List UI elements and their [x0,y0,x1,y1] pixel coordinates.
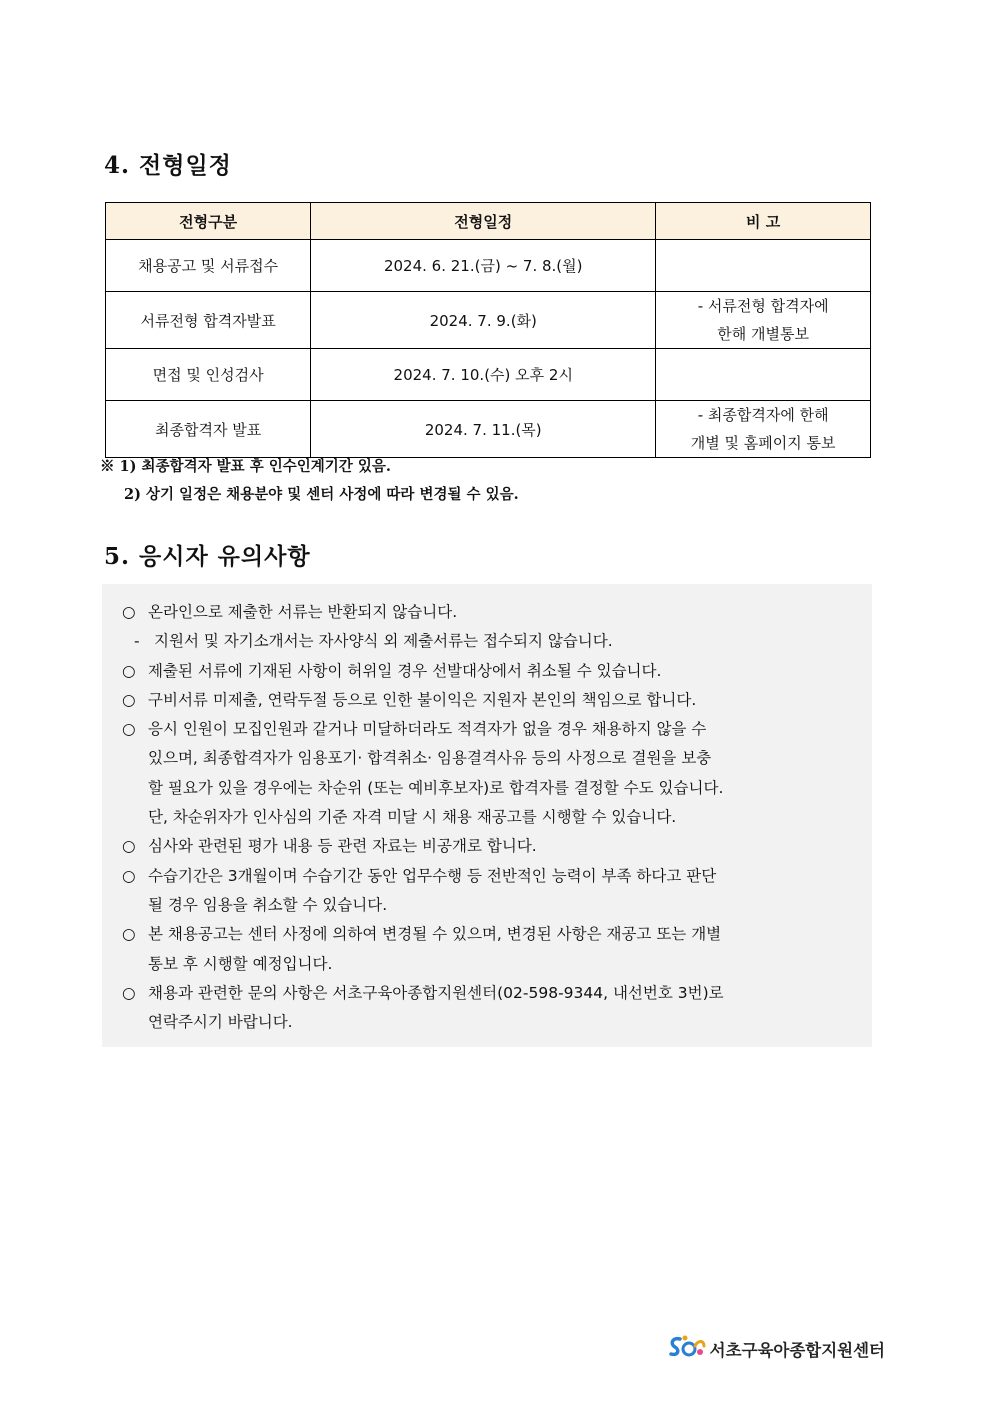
table-row [106,401,871,458]
note-line: - 서류전형 합격자에 [697,297,829,315]
note-line: 개별 및 홈페이지 통보 [690,434,836,452]
circle-bullet-icon: ○ [122,690,136,709]
header-note: 비 고 [656,203,871,240]
table-row [106,349,871,401]
circle-bullet-icon: ○ [122,925,136,944]
notice-line: 연락주시기 바랍니다. [148,1013,293,1032]
notice-line: 제출된 서류에 기재된 사항이 허위일 경우 선발대상에서 취소될 수 있습니다. [148,661,662,680]
cell-date: 2024. 6. 21.(금) ~ 7. 8.(월) [311,240,656,292]
notice-item [122,979,872,1038]
footer [668,1334,885,1364]
cell-date: 2024. 7. 11.(목) [311,401,656,458]
notice-item [122,627,872,656]
notice-line: 지원서 및 자기소개서는 자사양식 외 제출서류는 접수되지 않습니다. [154,632,613,651]
circle-bullet-icon: ○ [122,983,136,1002]
section-4-title: 4. 전형일정 [104,152,232,179]
note-line: 한해 개별통보 [717,325,809,343]
cell-note [656,240,871,292]
notice-box [102,584,872,1047]
table-row [106,240,871,292]
notice-item [122,862,872,921]
footnote-1: ※ 1) 최종합격자 발표 후 인수인계기간 있음. [100,458,391,475]
cell-date: 2024. 7. 9.(화) [311,292,656,349]
footnote-2: 2) 상기 일정은 채용분야 및 센터 사정에 따라 변경될 수 있음. [124,486,519,503]
notice-line: 온라인으로 제출한 서류는 반환되지 않습니다. [148,603,458,621]
notice-line: 응시 인원이 모집인원과 같거나 미달하더라도 적격자가 없을 경우 채용하지 않을 수 [148,720,707,739]
notice-item [122,598,872,627]
footer-org-name: 서초구육아종합지원센터 [709,1341,885,1360]
seocho-childcare-center-logo-icon [668,1334,706,1364]
notice-list [122,598,872,1037]
header-stage: 전형구분 [106,203,311,240]
cell-note [656,401,871,458]
table-row [106,292,871,349]
cell-stage: 채용공고 및 서류접수 [106,240,311,292]
header-date: 전형일정 [311,203,656,240]
notice-line: 있으며, 최종합격자가 임용포기· 합격취소· 임용결격사유 등의 사정으로 결원을 보충 [148,749,712,768]
note-line: - 최종합격자에 한해 [697,406,829,424]
notice-line: 단, 차순위자가 인사심의 기준 자격 미달 시 채용 재공고를 시행할 수 있습니다. [148,808,677,827]
notice-line: 수습기간은 3개월이며 수습기간 동안 업무수행 등 전반적인 능력이 부족 하다고 판단 [148,866,717,885]
cell-note [656,349,871,401]
cell-stage: 최종합격자 발표 [106,401,311,458]
schedule-table [105,202,871,458]
cell-stage: 서류전형 합격자발표 [106,292,311,349]
notice-line: 구비서류 미제출, 연락두절 등으로 인한 불이익은 지원자 본인의 책임으로 합니다. [148,690,697,709]
notice-line: 본 채용공고는 센터 사정에 의하여 변경될 수 있으며, 변경된 사항은 재공고 또는 개별 [148,925,722,944]
notice-line: 심사와 관련된 평가 내용 등 관련 자료는 비공개로 합니다. [148,837,537,856]
table-header-row [106,203,871,240]
dash-bullet: - [134,632,140,651]
notice-item [122,920,872,979]
cell-date: 2024. 7. 10.(수) 오후 2시 [311,349,656,401]
cell-note [656,292,871,349]
notice-line: 채용과 관련한 문의 사항은 서초구육아종합지원센터(02-598-9344, 내선번호 3번)로 [148,983,724,1002]
notice-item [122,715,872,832]
circle-bullet-icon: ○ [122,837,136,856]
circle-bullet-icon: ○ [122,661,136,680]
notice-item [122,657,872,686]
notice-line: 통보 후 시행할 예정입니다. [148,954,333,973]
notice-item [122,686,872,715]
cell-stage: 면접 및 인성검사 [106,349,311,401]
section-5-title: 5. 응시자 유의사항 [104,543,311,570]
circle-bullet-icon: ○ [122,866,136,885]
notice-line: 할 필요가 있을 경우에는 차순위 (또는 예비후보자)로 합격자를 결정할 수도 있습니다. [148,778,724,797]
circle-bullet-icon: ○ [122,720,136,739]
notice-item [122,832,872,861]
circle-bullet-icon: ○ [122,603,136,621]
notice-line: 될 경우 임용을 취소할 수 있습니다. [148,895,388,914]
